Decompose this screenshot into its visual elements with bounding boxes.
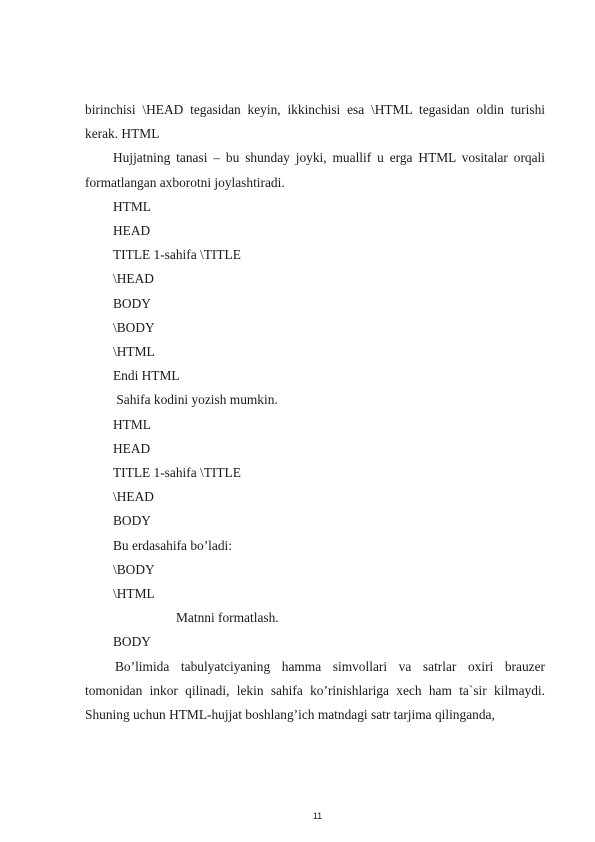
code-line: BODY (113, 513, 151, 529)
code-line: HTML (113, 416, 151, 432)
code-line: \HEAD (113, 489, 154, 505)
code-line: \HTML (113, 586, 155, 602)
paragraph-1: birinchisi \HEAD tegasidan keyin, ikkinchisi esa \HTML tegasidan oldin turishi kerak. HTML (85, 102, 545, 142)
code-line: HEAD (113, 223, 151, 239)
code-line: TITLE 1-sahifa \TITLE (113, 465, 241, 481)
body-tag-line: BODY (113, 634, 151, 650)
page-number: 11 (312, 811, 323, 821)
code-line: \BODY (113, 561, 155, 577)
code-line: \HTML (113, 344, 155, 360)
code-line: \BODY (113, 319, 155, 335)
paragraph-3: Bo’limida tabulyatciyaning hamma simvollari va satrlar oxiri brauzer tomonidan inkor qilinadi, lekin sahifa ko’rinishlariga xech ham ta`sir kilmaydi. Shuning uchun HTML-hujjat boshlang’ich matndagi satr tarjima qilinganda, (85, 658, 545, 723)
code-line: TITLE 1-sahifa \TITLE (113, 247, 241, 263)
section-subheading: Matnni formatlash. (176, 610, 279, 626)
code-line: Bu erdasahifa bo’ladi: (113, 537, 232, 553)
page-content (85, 98, 545, 727)
code-block (85, 195, 545, 606)
code-line: HEAD (113, 440, 151, 456)
code-line: Sahifa kodini yozish mumkin. (113, 392, 278, 408)
code-line: HTML (113, 198, 151, 214)
code-line: \HEAD (113, 271, 154, 287)
paragraph-2: Hujjatning tanasi – bu shunday joyki, muallif u erga HTML vositalar orqali formatlangan axborotni joylashtiradi. (85, 150, 545, 190)
code-line: BODY (113, 295, 151, 311)
code-line: Endi HTML (113, 368, 180, 384)
